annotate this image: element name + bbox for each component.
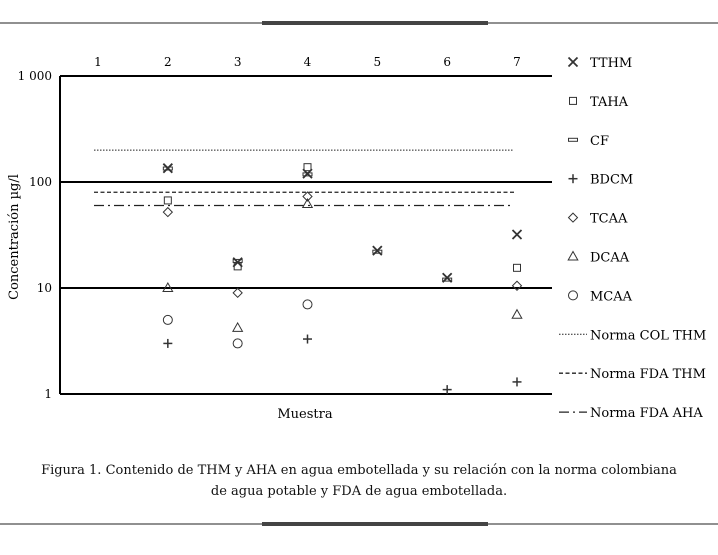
- data-point-bdcm: [163, 339, 172, 348]
- legend-item-bdcm: [569, 173, 634, 188]
- legend-marker-tcaa: [569, 213, 578, 222]
- legend-item-tthm: [569, 56, 633, 71]
- legend-label: Norma FDA THM: [590, 367, 706, 383]
- y-axis-label: Concentración µg/l: [7, 174, 22, 300]
- legend-item-cf: [569, 134, 609, 149]
- series-dcaa: [163, 199, 522, 331]
- caption-line-1: Figura 1. Contenido de THM y AHA en agua embotellada y su relación con la norma colombiana: [41, 463, 677, 478]
- legend-item-norma-col-thm: [559, 328, 706, 343]
- legend-marker-tthm: [569, 58, 578, 67]
- legend-item-dcaa: [568, 251, 630, 266]
- plot-area: [18, 55, 552, 401]
- x-tick-label: 5: [373, 55, 382, 69]
- legend-marker-dcaa: [568, 252, 578, 261]
- data-point-bdcm: [513, 377, 522, 386]
- figure-caption: [40, 460, 678, 502]
- data-point-tcaa: [163, 208, 172, 217]
- data-point-mcaa: [163, 315, 172, 324]
- x-tick-label: 1: [94, 55, 102, 69]
- legend-item-norma-fda-aha: [559, 406, 703, 421]
- data-point-tthm: [513, 230, 522, 239]
- y-tick-label: 1: [44, 387, 52, 401]
- data-point-mcaa: [233, 339, 242, 348]
- data-point-tthm: [163, 164, 172, 173]
- data-point-tcaa: [233, 288, 242, 297]
- bottom-rule-ornament: [262, 522, 488, 526]
- legend-marker-bdcm: [569, 174, 578, 183]
- legend-label: TCAA: [590, 211, 628, 227]
- series-cf: [163, 167, 451, 281]
- legend: [559, 56, 706, 421]
- series-bdcm: [163, 335, 521, 395]
- legend-label: TAHA: [590, 94, 629, 110]
- legend-label: Norma FDA AHA: [590, 406, 703, 422]
- data-point-taha: [514, 264, 521, 271]
- data-point-cf: [233, 259, 242, 262]
- data-point-bdcm: [303, 335, 312, 344]
- legend-marker-cf: [569, 138, 578, 141]
- x-tick-label: 3: [233, 55, 242, 69]
- data-point-dcaa: [512, 310, 522, 319]
- legend-label: BDCM: [590, 172, 634, 188]
- x-tick-label: 2: [164, 55, 172, 69]
- data-point-dcaa: [233, 323, 243, 332]
- x-tick-label: 7: [513, 55, 521, 69]
- legend-marker-mcaa: [569, 291, 578, 300]
- legend-item-taha: [570, 95, 629, 110]
- y-tick-label: 10: [36, 281, 52, 295]
- x-tick-label: 4: [303, 55, 312, 69]
- y-tick-label: 100: [29, 175, 52, 189]
- y-tick-label: 1 000: [17, 69, 52, 83]
- legend-label: Norma COL THM: [590, 328, 707, 344]
- caption-line-2: de agua potable y FDA de agua embotellada.: [210, 484, 508, 499]
- legend-item-tcaa: [569, 212, 629, 227]
- legend-label: MCAA: [590, 289, 633, 305]
- legend-marker-taha: [570, 97, 577, 104]
- legend-item-mcaa: [569, 289, 633, 304]
- x-axis-label: Muestra: [277, 407, 333, 422]
- series-tcaa: [163, 192, 521, 297]
- data-point-mcaa: [303, 300, 312, 309]
- legend-label: CF: [590, 133, 609, 149]
- x-tick-label: 6: [443, 55, 451, 69]
- legend-label: DCAA: [590, 250, 630, 266]
- legend-item-norma-fda-thm: [559, 367, 706, 382]
- data-point-taha: [164, 197, 171, 204]
- data-point-bdcm: [443, 385, 452, 394]
- series-taha: [164, 164, 520, 272]
- legend-label: TTHM: [590, 56, 633, 71]
- data-point-taha: [304, 164, 311, 171]
- top-rule-ornament: [262, 21, 488, 25]
